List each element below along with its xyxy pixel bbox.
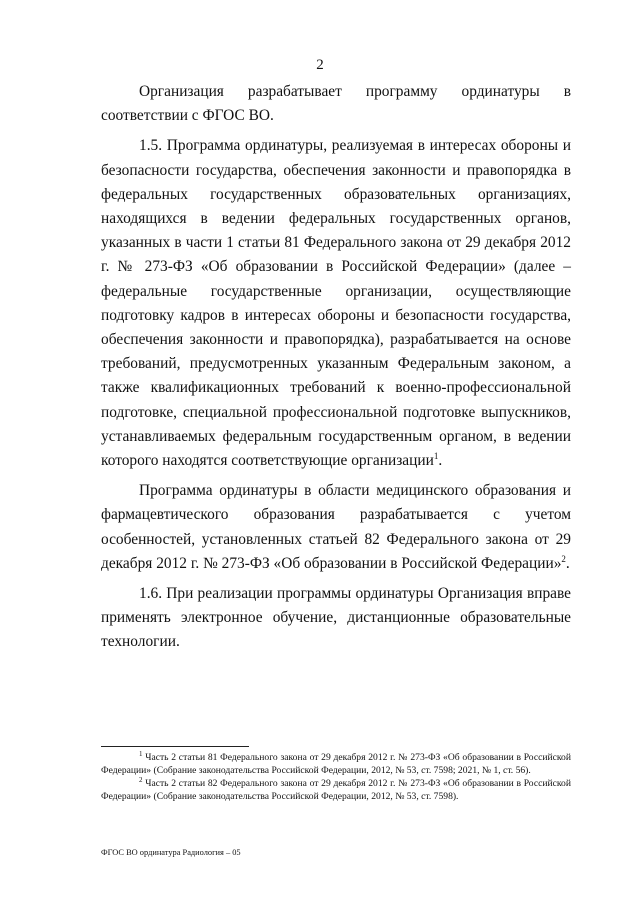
footnote-1: $^1$ Часть 2 статьи 81 Федерального закона от 29 декабря 2012 г. № 273-ФЗ «Об образовании в Российской Федерации» (Собрание законодательства Российской Федерации, 2012, № 53, ст. 7598; 2021, № 1, ст. 56). <box>101 749 571 776</box>
footnote-ref-2[interactable]: 2 <box>561 553 566 564</box>
footnotes <box>101 749 571 804</box>
paragraph-intro: Организация разрабатывает программу ординатуры в соответствии с ФГОС ВО. <box>101 83 571 125</box>
paragraph-medical-education: Программа ординатуры в области медицинского образования и фармацевтического образования разрабатывается с учетом особенностей, установленных статьей 82 Федерального закона от 29 декабря 2012 г. № 273-ФЗ «Об образовании в Российской Федерации»$^2$. <box>101 482 571 572</box>
footnote-number: 1 <box>139 749 143 758</box>
running-footer: ФГОС ВО ординатура Радиология – 05 <box>101 848 241 857</box>
footnote-ref-1[interactable]: 1 <box>433 450 439 461</box>
footnote-number: 2 <box>139 776 143 784</box>
footnote-separator <box>101 746 249 747</box>
document-body <box>101 80 571 655</box>
footnote-2: $^2$ Часть 2 статьи 82 Федерального закона от 29 декабря 2012 г. № 273-ФЗ «Об образовании в Российской Федерации» (Собрание законодательства Российской Федерации, 2012, № 53, ст. 7598). <box>101 776 571 802</box>
paragraph-1-5: 1.5. Программа ординатуры, реализуемая в интересах обороны и безопасности государства, обеспечения законности и правопорядка в федеральных государственных образовательных организациях, находящихся в ведении федеральных государственных органов, указанных в части 1 статьи 81 Федерального закона от 29 декабря 2012 г. № 273-ФЗ «Об образовании в Российской Федерации» (далее – федеральные государственные организации, осуществляющие подготовку кадров в интересах обороны и безопасности государства, обеспечения законности и правопорядка), разрабатывается на основе требований, предусмотренных указанным Федеральным законом, а также квалификационных требований к военно-профессиональной подготовке, специальной профессиональной подготовке выпускников, устанавливаемых федеральным государственным органом, в ведении которого находятся соответствующие организации$^1$. <box>101 137 571 470</box>
page-number: 2 <box>316 57 324 73</box>
paragraph-1-6: 1.6. При реализации программы ординатуры Организация вправе применять электронное обучение, дистанционные образовательные технологии. <box>101 585 571 651</box>
